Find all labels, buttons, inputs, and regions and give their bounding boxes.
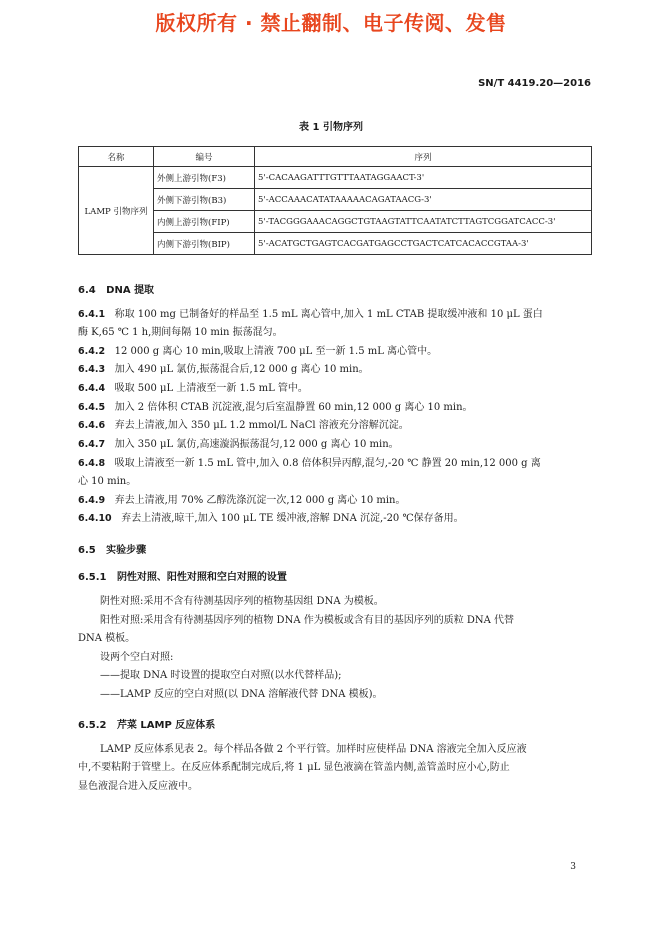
clause-number: 6.4.6 [78,420,106,431]
primer-seq-cell: 5'-ACATGCTGAGTCACGATGAGCCTGACTCATCACACCGTAA-3' [255,233,592,255]
clause-6-4-6 [78,417,409,435]
clause-text: 12 000 g 离心 10 min,吸取上清液 700 μL 至一新 1.5 mL 离心管中。 [114,346,438,357]
section-number: 6.5.1 [78,572,107,583]
clause-6-4-1-cont: 酶 K,65 ℃ 1 h,期间每隔 10 min 振荡混匀。 [78,327,283,338]
clause-6-4-3 [78,361,369,379]
clause-number: 6.4.9 [78,495,106,506]
section-number: 6.5 [78,545,96,556]
primer-id-cell: 内侧下游引物(BIP) [154,233,255,255]
primer-id-cell: 外侧下游引物(B3) [154,189,255,211]
table-row [79,167,592,189]
paragraph-positive-control: 阳性对照:采用含有待测基因序列的植物 DNA 作为模板或含有目的基因序列的质粒 DNA 代替 [100,615,515,626]
clause-text: 加入 350 μL 氯仿,高速漩涡振荡混匀,12 000 g 离心 10 min。 [114,439,399,450]
clause-6-4-9 [78,492,406,510]
clause-number: 6.4.3 [78,364,106,375]
col-header-name: 名称 [79,147,154,167]
section-number: 6.5.2 [78,720,107,731]
col-header-seq: 序列 [255,147,592,167]
table-header-row [79,147,592,167]
clause-number: 6.4.10 [78,513,112,524]
paragraph-lamp-system-cont: 显色液混合进入反应液中。 [78,781,198,792]
clause-text: 弃去上清液,用 70% 乙醇洗涤沉淀一次,12 000 g 离心 10 min。 [114,495,406,506]
clause-number: 6.4.8 [78,458,106,469]
paragraph-lamp-system-cont: 中,不要粘附于管壁上。在反应体系配制完成后,将 1 μL 显色液滴在管盖内侧,盖管盖时应小心,防止 [78,762,510,773]
table-title: 表 1 引物序列 [299,122,363,133]
primer-seq-cell: 5'-CACAAGATTTGTTTAATAGGAACT-3' [255,167,592,189]
table-row [79,233,592,255]
table-row [79,189,592,211]
clause-6-4-5 [78,399,473,417]
clause-text: 吸取上清液至一新 1.5 mL 管中,加入 0.8 倍体积异丙醇,混匀,-20 ℃ 静置 20 min,12 000 g 离 [114,458,541,469]
section-title: DNA 提取 [106,285,155,296]
clause-6-4-1 [78,306,543,324]
copyright-watermark: 版权所有 · 禁止翻制、电子传阅、发售 [155,11,507,35]
clause-text: 称取 100 mg 已制备好的样品至 1.5 mL 离心管中,加入 1 mL CTAB 提取缓冲液和 10 μL 蛋白 [114,309,543,320]
clause-text: 吸取 500 μL 上清液至一新 1.5 mL 管中。 [114,383,308,394]
table-row [79,211,592,233]
clause-number: 6.4.5 [78,402,106,413]
clause-text: 加入 490 μL 氯仿,振荡混合后,12 000 g 离心 10 min。 [114,364,369,375]
primer-table [78,146,592,255]
paragraph-negative-control: 阴性对照:采用不含有待测基因序列的植物基因组 DNA 为模板。 [100,596,384,607]
primer-id-cell: 内侧上游引物(FIP) [154,211,255,233]
clause-number: 6.4.1 [78,309,106,320]
clause-6-4-4 [78,380,308,398]
section-title: 芹菜 LAMP 反应体系 [116,720,216,731]
clause-6-4-7 [78,436,399,454]
primer-id-cell: 外侧上游引物(F3) [154,167,255,189]
clause-6-4-2 [78,343,437,361]
section-title: 实验步骤 [106,545,147,556]
clause-6-4-10 [78,510,464,528]
clause-number: 6.4.2 [78,346,106,357]
clause-number: 6.4.7 [78,439,106,450]
paragraph-positive-control-cont: DNA 模板。 [78,633,136,644]
list-item: ——提取 DNA 时设置的提取空白对照(以水代替样品); [100,670,342,681]
clause-6-4-8 [78,455,541,473]
paragraph-lamp-system: LAMP 反应体系见表 2。每个样品各做 2 个平行管。加样时应使样品 DNA 溶液完全加入反应液 [100,744,527,755]
primer-seq-cell: 5'-ACCAAACATATAAAAACAGATAACG-3' [255,189,592,211]
clause-text: 弃去上清液,加入 350 μL 1.2 mmol/L NaCl 溶液充分溶解沉淀。 [114,420,409,431]
page-number: 3 [570,862,576,872]
group-name-cell: LAMP 引物序列 [79,167,154,255]
clause-6-4-8-cont: 心 10 min。 [78,476,137,487]
clause-text: 加入 2 倍体积 CTAB 沉淀液,混匀后室温静置 60 min,12 000 g 离心 10 min。 [114,402,473,413]
col-header-id: 编号 [154,147,255,167]
section-heading-6-4 [78,281,154,296]
clause-text: 弃去上清液,晾干,加入 100 μL TE 缓冲液,溶解 DNA 沉淀,-20 ℃保存备用。 [121,513,464,524]
standard-number: SN/T 4419.20—2016 [478,78,591,89]
section-heading-6-5-1 [78,568,287,583]
section-number: 6.4 [78,285,96,296]
section-heading-6-5 [78,541,146,556]
section-title: 阴性对照、阳性对照和空白对照的设置 [116,572,287,583]
list-item: ——LAMP 反应的空白对照(以 DNA 溶解液代替 DNA 模板)。 [100,689,383,700]
primer-seq-cell: 5'-TACGGGAAACAGGCTGTAAGTATTCAATATCTTAGTCGGATCACC-3' [255,211,592,233]
clause-number: 6.4.4 [78,383,106,394]
section-heading-6-5-2 [78,716,215,731]
paragraph-blank-controls: 设两个空白对照: [100,652,174,663]
